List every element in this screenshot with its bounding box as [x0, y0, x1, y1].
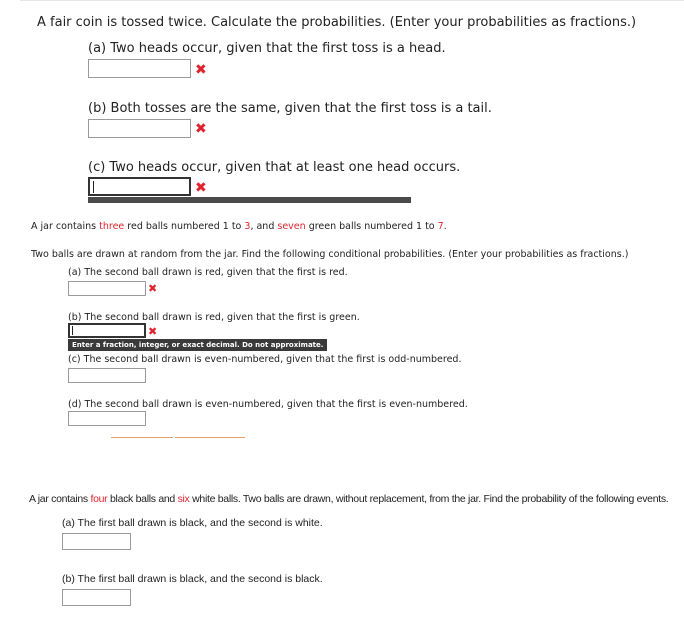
q2-part-b-input[interactable] [68, 323, 146, 338]
q1-part-c-label: (c) Two heads occur, given that at least one head occurs. [88, 160, 461, 175]
q3-part-a-input[interactable] [62, 533, 131, 550]
q2-intro: A jar contains three red balls numbered 1 to 3, and seven green balls numbered 1 to 7. [31, 221, 447, 232]
q2-part-c-input[interactable] [68, 368, 146, 383]
black-count: four [90, 493, 108, 505]
wrong-icon: ✖ [148, 325, 158, 338]
top-divider [20, 0, 684, 1]
q2-part-b-label: (b) The second ball drawn is red, given that the first is green. [68, 312, 360, 323]
q2-instructions: Two balls are drawn at random from the jar. Find the following conditional probabilities. (Enter your probabilities as fractions.) [31, 249, 629, 260]
q1-part-b-label: (b) Both tosses are the same, given that the first toss is a tail. [88, 101, 492, 116]
q3-intro: A jar contains four black balls and six white balls. Two balls are drawn, without replacement, from the jar. Find the probability of the following events. [29, 493, 669, 505]
wrong-icon: ✖ [195, 180, 207, 196]
red-max: 3 [244, 221, 251, 232]
q3-part-a-label: (a) The first ball drawn is black, and the second is white. [62, 517, 323, 529]
text-caret [93, 181, 94, 193]
text-caret [72, 326, 73, 335]
divider-line [175, 437, 245, 438]
q1-part-b-input[interactable] [88, 119, 191, 138]
obscured-tooltip-strip [88, 197, 411, 203]
q3-part-b-label: (b) The first ball drawn is black, and the second is black. [62, 573, 323, 585]
white-count: six [177, 493, 190, 505]
divider-line [111, 437, 173, 438]
q1-part-a-input[interactable] [88, 59, 191, 78]
wrong-icon: ✖ [148, 282, 158, 295]
q2-part-d-input[interactable] [68, 411, 146, 426]
red-count: three [99, 221, 125, 232]
q2-part-d-label: (d) The second ball drawn is even-numbered, given that the first is even-numbered. [68, 399, 468, 410]
q1-part-c-input[interactable] [88, 177, 191, 196]
green-max: 7 [437, 221, 444, 232]
wrong-icon: ✖ [195, 62, 207, 78]
q2-part-a-input[interactable] [68, 281, 146, 296]
input-hint-tooltip: Enter a fraction, integer, or exact decimal. Do not approximate. [68, 339, 327, 351]
q1-part-a-label: (a) Two heads occur, given that the first toss is a head. [88, 41, 446, 56]
wrong-icon: ✖ [195, 121, 207, 137]
green-count: seven [277, 221, 306, 232]
q2-part-a-label: (a) The second ball drawn is red, given that the first is red. [68, 267, 348, 278]
q3-part-b-input[interactable] [62, 589, 131, 606]
q2-part-c-label: (c) The second ball drawn is even-numbered, given that the first is odd-numbered. [68, 354, 462, 365]
q1-title: A fair coin is tossed twice. Calculate the probabilities. (Enter your probabilities as fractions.) [37, 15, 637, 30]
